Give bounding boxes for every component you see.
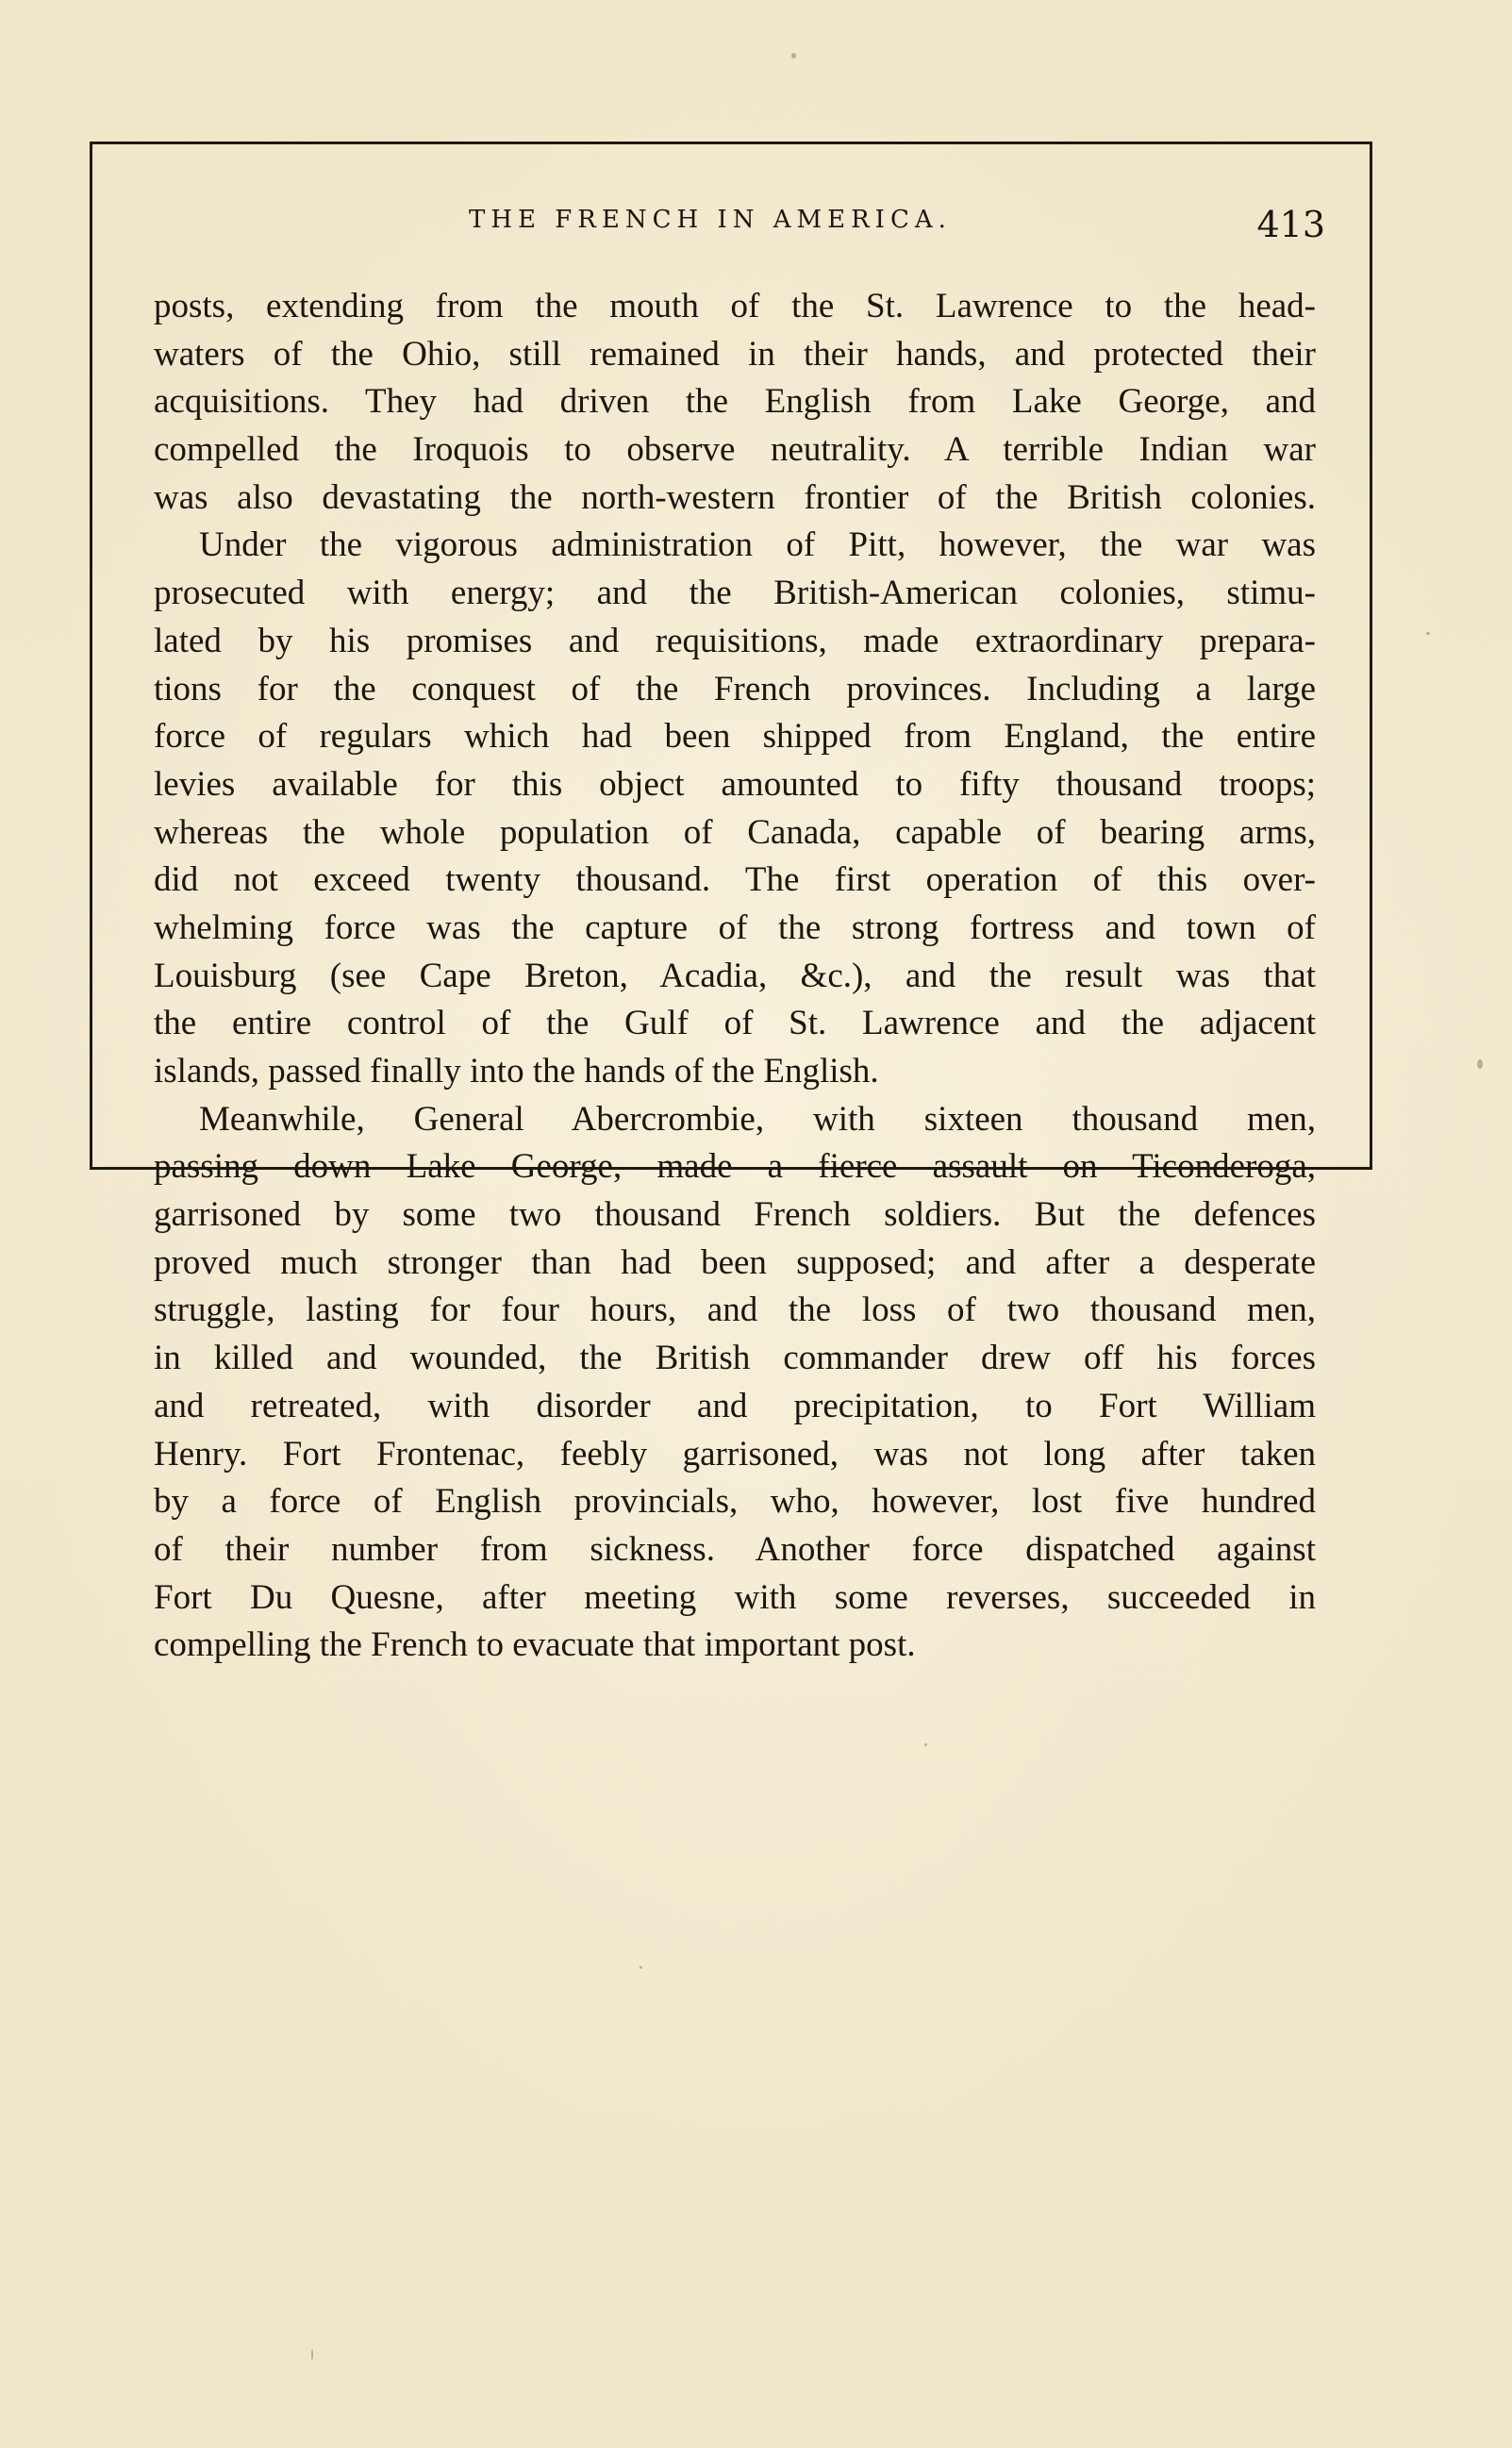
paper-speck xyxy=(791,53,796,58)
text-line: whereas the whole population of Canada, capable of bearing arms, xyxy=(154,812,1316,852)
paper-speck xyxy=(311,2349,313,2360)
paragraph-2 xyxy=(154,522,1316,1095)
text-line: levies available for this object amounted to fifty thousand troops; xyxy=(154,764,1316,804)
text-line: was also devastating the north-western frontier of the British colonies. xyxy=(154,477,1316,517)
text-line: prosecuted with energy; and the British-American colonies, stimu- xyxy=(154,574,1316,613)
text-line: Louisburg (see Cape Breton, Acadia, &c.), and the result was that xyxy=(154,956,1316,995)
text-line: passing down Lake George, made a fierce assault on Ticonderoga, xyxy=(154,1147,1316,1187)
text-line: posts, extending from the mouth of the St. Lawrence to the head- xyxy=(154,287,1316,325)
text-line: whelming force was the capture of the strong fortress and town of xyxy=(154,908,1316,947)
text-line: in killed and wounded, the British commander drew off his forces xyxy=(154,1339,1316,1378)
paper-speck xyxy=(1426,632,1430,635)
text-line: and retreated, with disorder and precipitation, to Fort William xyxy=(154,1386,1316,1425)
paper-speck xyxy=(1477,1059,1483,1069)
text-line: Under the vigorous administration of Pitt, however, the war was xyxy=(199,525,1316,565)
body-text xyxy=(154,283,1316,1670)
text-line: islands, passed finally into the hands of the English. xyxy=(154,1052,879,1091)
text-line: lated by his promises and requisitions, made extraordinary prepara- xyxy=(154,621,1316,660)
text-line: Fort Du Quesne, after meeting with some reverses, succeeded in xyxy=(154,1577,1316,1617)
page-number: 413 xyxy=(1256,204,1325,245)
text-line: Henry. Fort Frontenac, feebly garrisoned, was not long after taken xyxy=(154,1434,1316,1474)
paper-speck xyxy=(924,1743,927,1746)
text-line: of their number from sickness. Another force dispatched against xyxy=(154,1529,1316,1569)
text-line: Meanwhile, General Abercrombie, with sixteen thousand men, xyxy=(199,1099,1316,1139)
text-line: by a force of English provincials, who, however, lost five hundred xyxy=(154,1482,1316,1522)
text-line: the entire control of the Gulf of St. Lawrence and the adjacent xyxy=(154,1004,1316,1043)
text-line: struggle, lasting for four hours, and the loss of two thousand men, xyxy=(154,1291,1316,1330)
text-line: compelled the Iroquois to observe neutrality. A terrible Indian war xyxy=(154,430,1316,470)
paragraph-1 xyxy=(154,283,1316,522)
running-head: THE FRENCH IN AMERICA. xyxy=(469,206,952,234)
text-line: force of regulars which had been shipped from England, the entire xyxy=(154,717,1316,757)
text-line: garrisoned by some two thousand French soldiers. But the defences xyxy=(154,1195,1316,1235)
text-line: compelling the French to evacuate that important post. xyxy=(154,1625,916,1665)
text-line: acquisitions. They had driven the English from Lake George, and xyxy=(154,382,1316,422)
text-line: waters of the Ohio, still remained in their hands, and protected their xyxy=(154,334,1316,374)
paragraph-3 xyxy=(154,1096,1316,1670)
text-line: tions for the conquest of the French provinces. Including a large xyxy=(154,669,1316,708)
text-line: proved much stronger than had been supposed; and after a desperate xyxy=(154,1242,1316,1282)
text-line: did not exceed twenty thousand. The first operation of this over- xyxy=(154,860,1316,900)
paper-speck xyxy=(640,1966,642,1969)
